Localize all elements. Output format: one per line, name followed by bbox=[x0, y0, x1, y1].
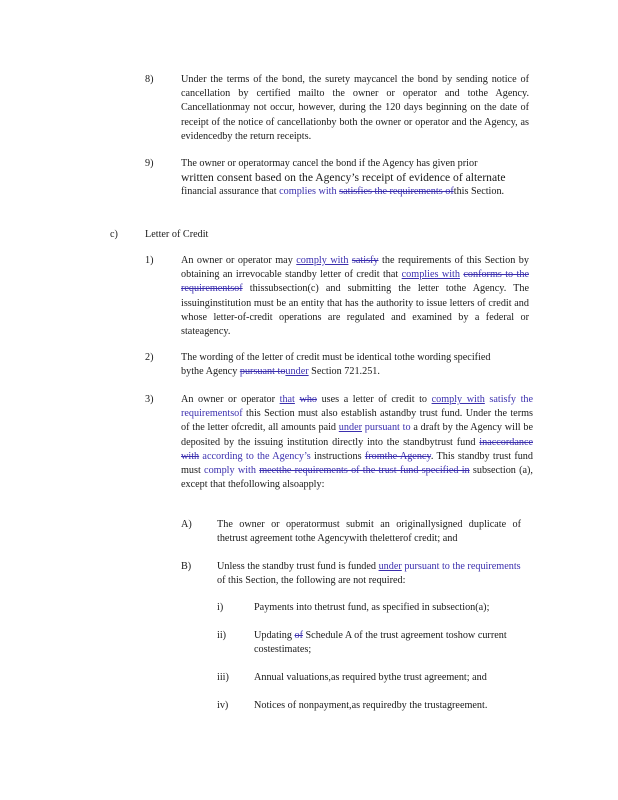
paragraph-text: The owner or operatormust submit an originallysigned duplicate of thetrust agreement tothe Agencywith theletterof credit; and bbox=[217, 519, 521, 545]
paragraph-text: uses a letter of credit to bbox=[317, 394, 432, 405]
paragraph-i: Payments into thetrust fund, as specified in subsection(a); bbox=[254, 602, 490, 613]
paragraph-text: The owner or operatormay cancel the bond if the Agency has given prior bbox=[181, 158, 478, 169]
item-number: 8) bbox=[145, 74, 154, 85]
item-number: iv) bbox=[217, 700, 229, 711]
deleted-text: who bbox=[299, 394, 318, 405]
paragraph-text: thissubsection(c) and submitting the letter tothe Agency. The issuinginstitution must be an entity that has the authority to issue letters of credit and whose letter-of-credit operations are regulated and examined by a federal or stateagency. bbox=[181, 283, 529, 338]
paragraph-c-1 bbox=[181, 254, 529, 339]
inserted-text: complies with bbox=[401, 269, 460, 281]
paragraph-text: Section 721.251. bbox=[308, 366, 380, 378]
section-letter: c) bbox=[110, 229, 118, 240]
paragraph-item-8 bbox=[181, 73, 529, 144]
paragraph-c-3 bbox=[181, 393, 533, 492]
inserted-text: comply with bbox=[431, 394, 485, 405]
item-number: B) bbox=[181, 561, 192, 572]
deleted-text: satisfy bbox=[351, 255, 379, 266]
paragraph-text: financial assurance that bbox=[181, 186, 280, 198]
deleted-text: inaccordance with bbox=[181, 436, 533, 462]
paragraph-text: this Section must also establish astandby trust fund. Under the terms of the letter ofcredit, all amounts paid bbox=[181, 408, 533, 434]
inserted-text: comply with bbox=[296, 255, 349, 266]
deleted-text: conforms to the requirementsof bbox=[181, 269, 529, 295]
paragraph-text: instructions bbox=[310, 450, 365, 462]
deleted-text: fromthe Agency bbox=[364, 450, 431, 462]
inserted-text: the requirements bbox=[452, 561, 521, 572]
deleted-text: meetthe requirements of the trust fund specified in bbox=[259, 465, 470, 477]
paragraph-ii bbox=[254, 629, 524, 657]
deleted-text: satisfies the requirements of bbox=[339, 186, 454, 198]
item-number: 2) bbox=[145, 352, 154, 363]
paragraph-text: a draft by the Agency will be deposited by the issuing institution directly into the standbytrust fund bbox=[181, 422, 534, 448]
inserted-text: pursuant to bbox=[364, 422, 411, 434]
paragraph-text: Schedule A of the trust agreement toshow current costestimates; bbox=[254, 630, 507, 656]
paragraph-text: the requirements of this Section by obtaining an irrevocable standby letter of credit that bbox=[181, 255, 529, 281]
inserted-text: satisfy the requirementsof bbox=[181, 394, 534, 420]
paragraph-text: The wording of the letter of credit must be identical tothe wording specified bythe Agency bbox=[181, 352, 491, 378]
inserted-text: under bbox=[285, 366, 309, 378]
inserted-text: complies with bbox=[279, 186, 337, 198]
inserted-text: comply with bbox=[204, 465, 256, 477]
inserted-text: according to the Agency’s bbox=[202, 450, 311, 462]
item-number: A) bbox=[181, 519, 192, 530]
inserted-text: under bbox=[378, 561, 402, 572]
inserted-sentence: written consent based on the Agency’s receipt of evidence of alternate bbox=[181, 171, 506, 185]
paragraph-text: Unless the standby trust fund is funded bbox=[217, 561, 379, 572]
section-title: Letter of Credit bbox=[145, 229, 209, 240]
item-number: 1) bbox=[145, 255, 154, 266]
item-number: ii) bbox=[217, 630, 227, 641]
paragraph-c-3-A bbox=[217, 518, 521, 546]
item-number: 9) bbox=[145, 158, 154, 169]
deleted-text: pursuant to bbox=[239, 366, 286, 378]
item-number: 3) bbox=[145, 394, 154, 405]
paragraph-text: . This standby trust fund must bbox=[181, 450, 533, 477]
paragraph-iv: Notices of nonpayment,as requiredby the trustagreement. bbox=[254, 700, 488, 711]
inserted-text: that bbox=[279, 394, 295, 405]
paragraph-text: Updating bbox=[254, 630, 295, 641]
paragraph-c-3-B bbox=[217, 560, 521, 588]
paragraph-text: this Section. bbox=[453, 186, 505, 198]
item-number: i) bbox=[217, 602, 224, 613]
item-number: iii) bbox=[217, 672, 229, 683]
paragraph-item-9 bbox=[181, 157, 529, 200]
paragraph-text: subsection (a), except that thefollowing alsoapply: bbox=[181, 465, 533, 491]
deleted-text: of bbox=[294, 630, 303, 641]
paragraph-text: of this Section, the following are not required: bbox=[217, 575, 406, 587]
inserted-text: pursuant to bbox=[404, 561, 450, 572]
paragraph-c-2 bbox=[181, 351, 511, 379]
paragraph-text: Under the terms of the bond, the surety maycancel the bond by sending notice of cancellation by certified mailto the owner or operator and tothe Agency. Cancellationmay not occur, however, during the 120 days beginning on the date of receipt of the notice of cancellationby both the owner or operator and the Agency, as evidencedby the return receipts. bbox=[181, 74, 529, 142]
paragraph-text: An owner or operator bbox=[181, 394, 280, 405]
inserted-text: under bbox=[338, 422, 362, 434]
paragraph-text: An owner or operator may bbox=[181, 255, 297, 266]
paragraph-iii: Annual valuations,as required bythe trust agreement; and bbox=[254, 672, 487, 683]
